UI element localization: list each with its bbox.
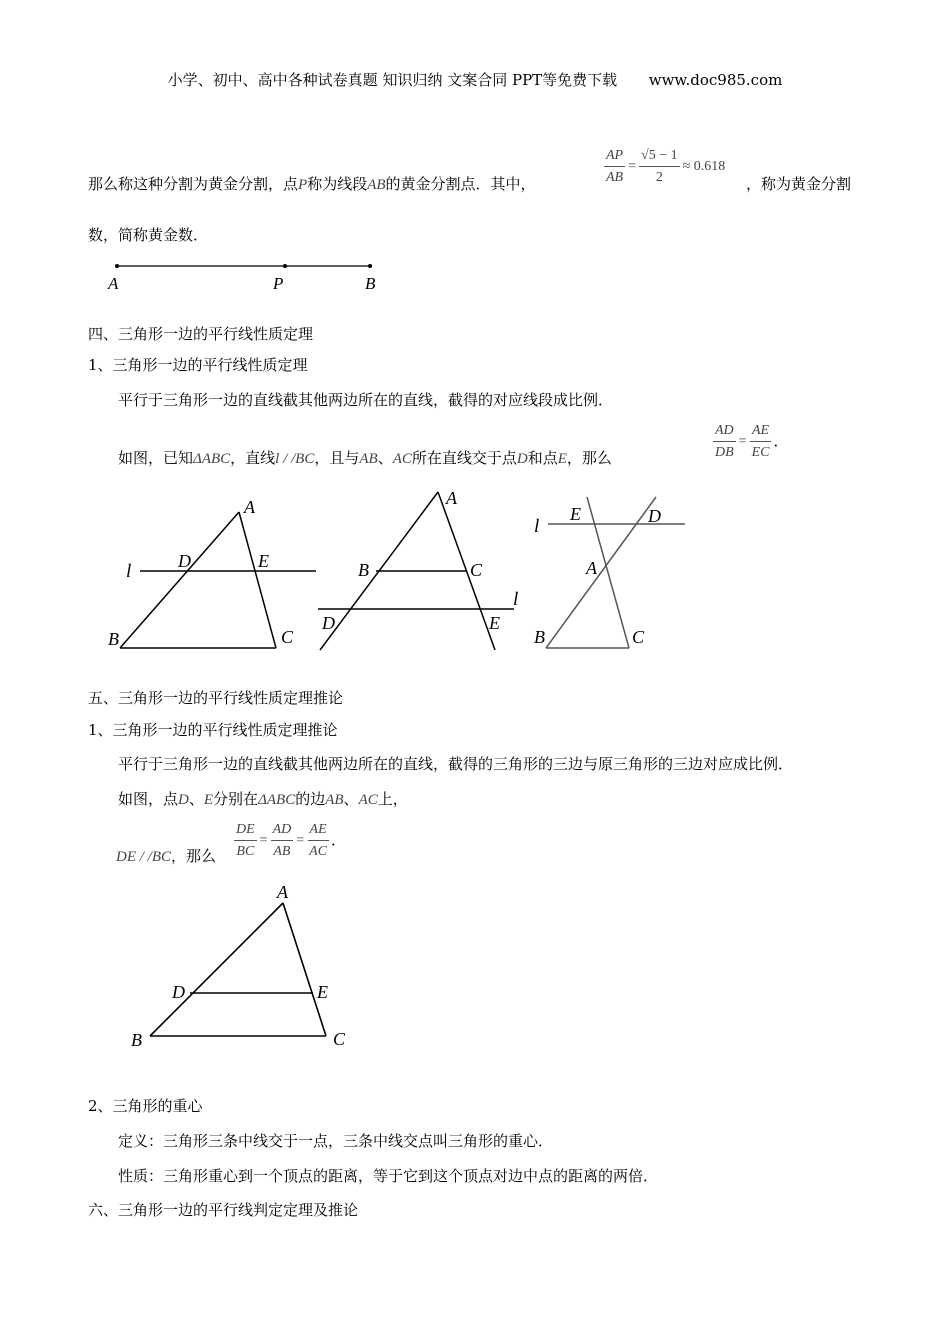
figure-2-triangle: [318, 488, 518, 650]
section5-statement: 平行于三角形一边的直线截其他两边所在的直线，截得的三角形的三边与原三角形的三边对应成比例．: [118, 755, 794, 773]
section5-example: 如图，点D、E分别在ΔABC的边AB、AC上，: [118, 790, 408, 808]
svg-text:C: C: [281, 627, 294, 647]
section6-title: 六、三角形一边的平行线判定定理及推论: [88, 1201, 359, 1219]
section4-title: 四、三角形一边的平行线性质定理: [88, 325, 314, 343]
svg-text:C: C: [470, 560, 483, 580]
svg-text:D: D: [172, 982, 185, 1002]
svg-text:A: A: [244, 497, 255, 517]
golden-segment-figure: [100, 255, 400, 295]
svg-text:E: E: [570, 504, 581, 524]
svg-text:C: C: [632, 627, 645, 647]
centroid-property: 性质：三角形重心到一个顶点的距离，等于它到这个顶点对边中点的距离的两倍．: [118, 1167, 659, 1185]
svg-text:A: A: [446, 488, 457, 508]
svg-text:l: l: [513, 589, 519, 610]
section4-ratio-formula: $\frac{AD}{DB}$ = $\frac{AE}{EC}$ ．: [715, 423, 789, 460]
svg-text:l: l: [534, 516, 540, 537]
golden-ratio-formula: $\frac{AP}{AB}$ = $\frac{√5 - 1}{2}$ ≈ 0.618: [606, 148, 726, 185]
svg-text:A: A: [277, 882, 288, 902]
svg-text:C: C: [333, 1029, 346, 1049]
svg-text:l: l: [126, 561, 132, 582]
header-text: 小学、初中、高中各种试卷真题 知识归纳 文案合同 PPT等免费下载: [167, 71, 618, 89]
svg-text:B: B: [534, 627, 545, 647]
svg-text:E: E: [317, 982, 328, 1002]
section5-sub2: 2、三角形的重心: [88, 1097, 203, 1115]
section4-sub1: 1、三角形一边的平行线性质定理: [88, 356, 308, 374]
label-p: P: [273, 274, 284, 293]
svg-text:B: B: [108, 629, 119, 649]
section5-sub1: 1、三角形一边的平行线性质定理推论: [88, 721, 338, 739]
svg-text:E: E: [258, 551, 269, 571]
section5-ratio-formula: $\frac{DE}{BC}$ = $\frac{AD}{AB}$ = $\frac{AE}{AC}$ ．: [236, 822, 347, 859]
section5-parallel: DE / /BC，那么: [116, 847, 217, 865]
corollary-triangle-figure: [120, 878, 360, 1053]
label-b: B: [365, 274, 376, 293]
centroid-definition: 定义：三角形三条中线交于一点，三条中线交点叫三角形的重心．: [118, 1132, 554, 1150]
svg-text:D: D: [178, 551, 191, 571]
svg-text:E: E: [489, 613, 500, 633]
golden-line-1-end: ，称为黄金分割: [746, 175, 852, 193]
svg-text:D: D: [322, 613, 335, 633]
section5-title: 五、三角形一边的平行线性质定理推论: [88, 689, 344, 707]
section4-example: 如图，已知ΔABC，直线l / /BC，且与AB、AC所在直线交于点D和点E，那么: [118, 449, 612, 467]
parallel-line-figures: [100, 480, 720, 670]
svg-text:A: A: [586, 558, 597, 578]
svg-text:D: D: [648, 506, 661, 526]
section4-statement: 平行于三角形一边的直线截其他两边所在的直线，截得的对应线段成比例．: [118, 391, 614, 409]
header-url[interactable]: www.doc985.com: [648, 71, 783, 89]
svg-text:B: B: [358, 560, 369, 580]
label-a: A: [108, 274, 119, 293]
figure-1-triangle: [108, 497, 316, 649]
figure-3-hourglass: [546, 497, 685, 648]
page-header: [0, 70, 950, 90]
svg-text:B: B: [131, 1030, 142, 1050]
golden-line-1: 那么称这种分割为黄金分割，点P称为线段AB的黄金分割点．其中，: [88, 175, 536, 193]
golden-line-2: 数，简称黄金数．: [88, 226, 209, 244]
